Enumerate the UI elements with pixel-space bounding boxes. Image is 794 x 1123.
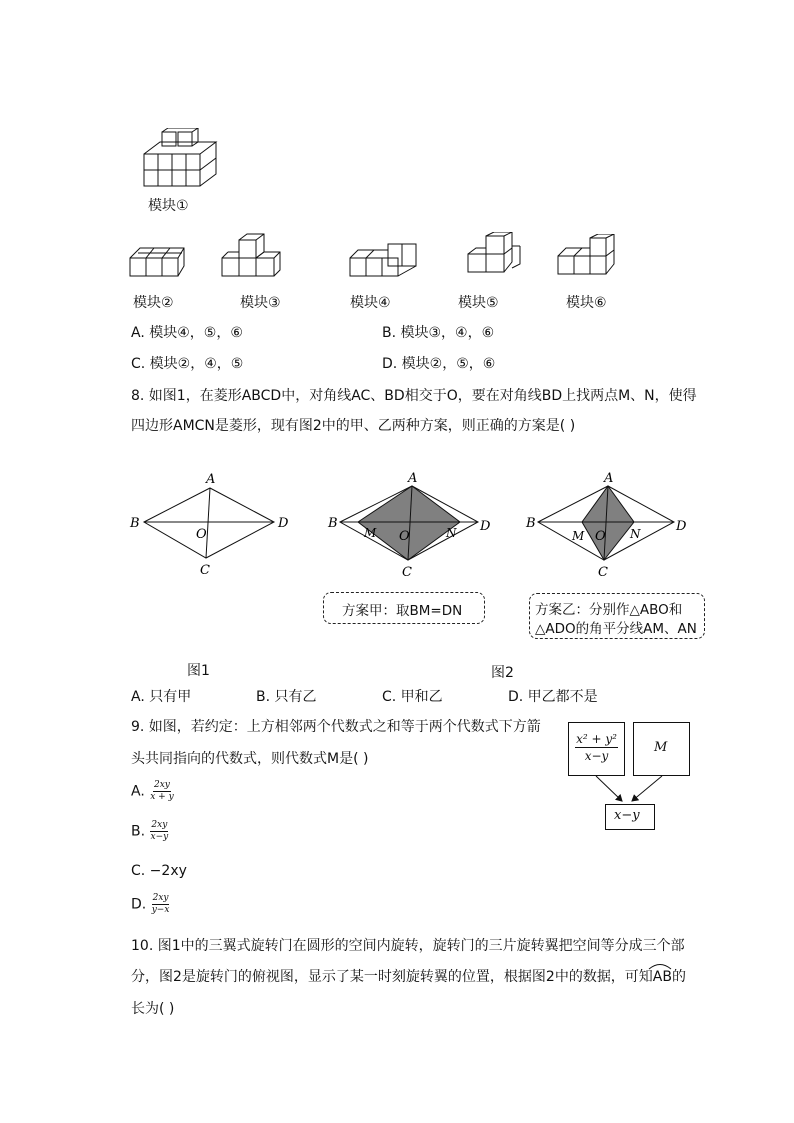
plan-a-text: 方案甲：取BM=DN [342,603,463,619]
fig2a-point-o: O [399,529,410,544]
q9-stem-line1: 9. 如图，若约定：上方相邻两个代数式之和等于两个代数式下方箭 [131,719,541,735]
module-5-label: 模块⑤ [458,295,499,311]
q9-option-d-num: 2xy [152,893,169,903]
fig2b-point-c: C [598,565,608,580]
q9-option-d-label: D. [131,896,147,913]
fig1-point-d: D [278,516,289,531]
module-2-figure [128,240,186,280]
fig2b-point-b: B [526,516,536,531]
q9-stem-line2: 头共同指向的代数式，则代数式M是( ) [131,751,369,767]
module-2-label: 模块② [133,295,174,311]
fig1-point-o: O [196,527,207,542]
fig2a-point-a: A [408,471,418,486]
q9-left-box [568,722,625,776]
q9-option-b-num: 2xy [151,820,168,830]
plan-b-box [529,593,705,639]
q9-option-b-den: x−y [150,832,169,842]
q9-right-box [633,722,690,776]
q8-figure-1 [126,470,296,580]
q10-stem-line1: 10. 图1中的三翼式旋转门在圆形的空间内旋转，旋转门的三片旋转翼把空间等分成三个部 [131,938,685,954]
module-6-figure [556,234,618,278]
q10-stem-line2: 分，图2是旋转门的俯视图，显示了某一时刻旋转翼的位置，根据图2中的数据，可知AB的 [131,969,686,985]
module-3-label: 模块③ [240,295,281,311]
module-1-figure [138,128,222,190]
fig2a-point-c: C [402,565,412,580]
plan-a-box [323,592,485,624]
fig2b-point-n: N [630,527,641,541]
q9-arrows [590,774,670,806]
module-5-figure [466,232,524,276]
fig1-point-b: B [130,516,140,531]
module-3-figure [220,232,282,280]
q8-figure-2-plan-b [522,470,692,582]
fig2a-point-m: M [364,526,377,540]
q9-right-box-text: M [654,740,668,755]
q9-bottom-box [605,804,655,830]
module-6-label: 模块⑥ [566,295,607,311]
arc-symbol [647,962,673,970]
plan-b-text-line2: △ADO的角平分线AM、AN [535,621,697,637]
q9-option-a[interactable] [131,780,175,803]
fig2b-point-m: M [572,529,585,543]
fig2b-point-d: D [676,519,687,534]
q8-stem-line1: 8. 如图1，在菱形ABCD中，对角线AC、BD相交于O，要在对角线BD上找两点M、N，使得 [131,388,697,404]
q8-option-a[interactable]: A. 只有甲 [131,689,192,705]
q7-option-d[interactable]: D. 模块②，⑤，⑥ [382,356,496,372]
q9-option-a-label: A. [131,783,145,800]
fig1-point-a: A [206,472,216,487]
fig2a-point-n: N [446,526,457,540]
fig2a-point-d: D [480,519,491,534]
plan-b-text-line1: 方案乙：分别作△ABO和 [535,602,683,618]
fig1-caption: 图1 [187,663,210,679]
q9-left-box-numerator: x² + y² [576,732,617,746]
q9-option-a-den: x + y [150,792,174,802]
q8-figure-2-plan-a [326,470,496,582]
q8-option-d[interactable]: D. 甲乙都不是 [508,689,598,705]
q9-option-c[interactable]: C. −2xy [131,863,187,879]
q9-option-d[interactable] [131,893,170,916]
q9-left-box-denominator: x−y [584,749,609,763]
q8-stem-line2: 四边形AMCN是菱形，现有图2中的甲、乙两种方案，则正确的方案是( ) [131,418,576,434]
q7-option-a[interactable]: A. 模块④，⑤，⑥ [131,325,243,341]
fig1-point-c: C [200,563,210,578]
q8-option-b[interactable]: B. 只有乙 [256,689,317,705]
q10-stem-line3: 长为( ) [131,1001,175,1017]
fig2-caption: 图2 [491,665,514,681]
q9-option-b[interactable] [131,820,169,843]
fig2b-point-o: O [595,529,606,544]
q7-option-b[interactable]: B. 模块③，④，⑥ [382,325,495,341]
q8-option-c[interactable]: C. 甲和乙 [382,689,443,705]
fig2b-point-a: A [604,471,614,486]
q9-option-b-label: B. [131,823,146,840]
module-4-figure [348,242,420,280]
q9-option-d-den: y−x [151,905,170,915]
fig2a-point-b: B [328,516,338,531]
q7-option-c[interactable]: C. 模块②，④，⑤ [131,356,244,372]
module-1-label: 模块① [148,198,189,214]
module-4-label: 模块④ [350,295,391,311]
q9-option-a-num: 2xy [154,780,170,790]
q9-bottom-box-text: x−y [614,808,640,823]
